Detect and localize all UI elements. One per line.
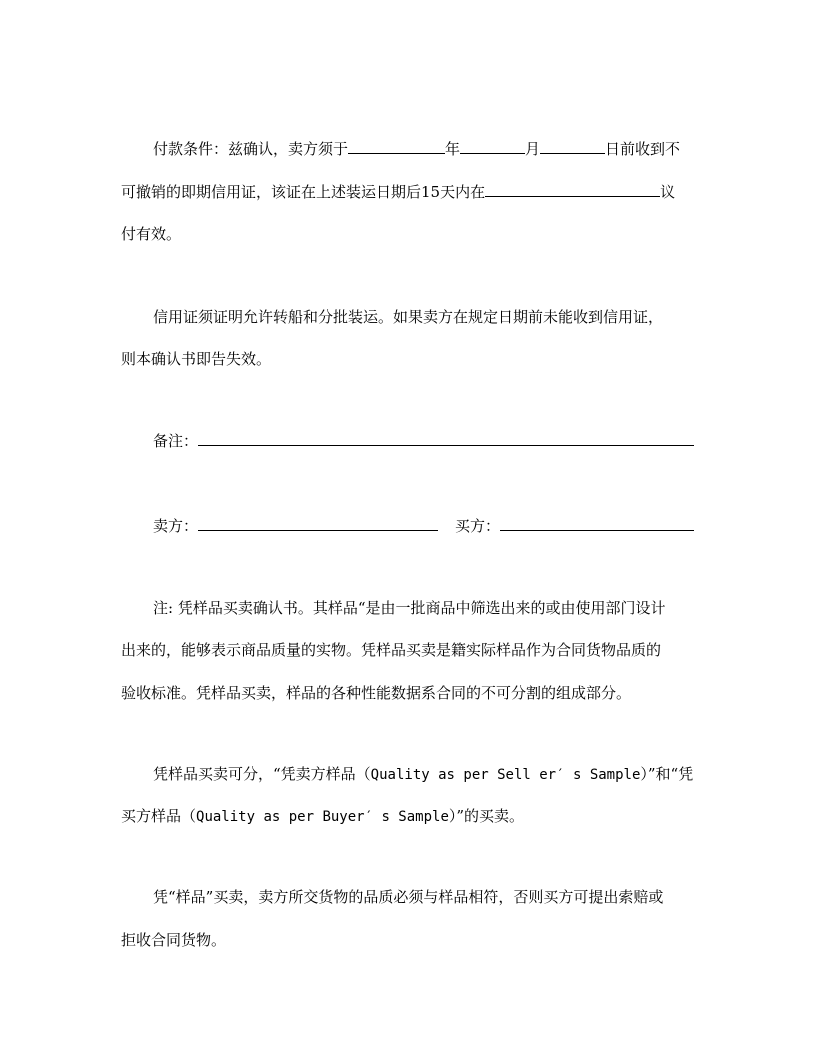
payment-line-1 [153,138,680,158]
payment-line-2 [121,181,675,201]
types-line-1-b: ）”和“凭 [640,765,694,783]
remarks-blank [198,430,694,446]
date-year-blank [348,138,445,154]
month-label: 月 [525,140,541,158]
payment-line-2-tail: 议 [660,183,676,201]
payment-line-2-text: 可撤销的即期信用证，该证在上述装运日期后15天内在 [121,183,486,201]
payment-label: 付款条件：兹确认，卖方须于 [153,140,349,158]
rule-line-2: 拒收合同货物。 [121,931,227,949]
remarks-label: 备注： [153,432,199,450]
seller-label: 卖方： [153,517,199,535]
note-line-1: 注: 凭样品买卖确认书。其样品“是由一批商品中筛选出来的或由使用部门设计 [153,599,666,617]
negotiation-place-blank [485,181,660,197]
year-label: 年 [445,140,461,158]
types-line-1-en: Quality as per Sell er′ s Sample [370,767,641,783]
buyer-blank [500,515,694,531]
types-line-2-b: ）”的买卖。 [448,807,525,825]
date-day-blank [540,138,605,154]
types-line-1-a: 凭样品买卖可分，“凭卖方样品（ [153,765,371,783]
day-label: 日前收到不 [605,140,681,158]
types-line-2-en: Quality as per Buyer′ s Sample [196,809,449,825]
lc-line-2: 则本确认书即告失效。 [121,350,272,368]
remarks-line [153,430,694,450]
note-line-3: 验收标准。凭样品买卖，样品的各种性能数据系合同的不可分割的组成部分。 [121,684,632,702]
types-line-2-a: 买方样品（ [121,807,197,825]
parties-line [153,515,694,535]
types-line-2 [121,806,524,826]
date-month-blank [460,138,525,154]
payment-line-3: 付有效。 [121,225,182,243]
note-line-2: 出来的，能够表示商品质量的实物。凭样品买卖是籍实际样品作为合同货物品质的 [121,641,662,659]
rule-line-1: 凭“样品”买卖，卖方所交货物的品质必须与样品相符，否则买方可提出索赔或 [153,888,664,906]
seller-blank [198,515,438,531]
types-line-1 [153,764,693,784]
lc-line-1: 信用证须证明允许转船和分批装运。如果卖方在规定日期前未能收到信用证， [153,308,664,326]
buyer-label: 买方： [455,517,501,535]
